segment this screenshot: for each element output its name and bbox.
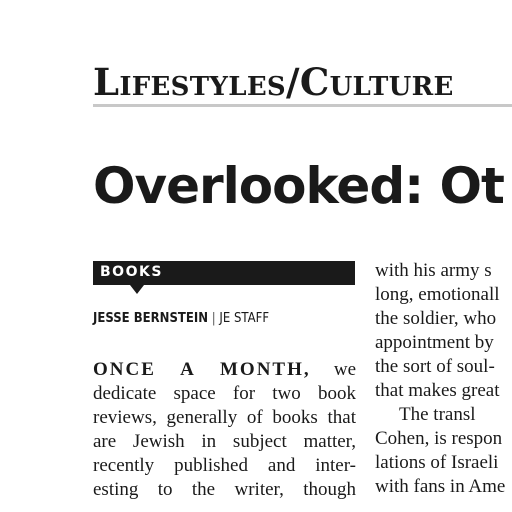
byline-separator: | [211,311,216,326]
body-line: appointment by [375,332,494,353]
body-line: are Jewish in subject matter, [93,431,356,452]
body-line: long, emotionall [375,284,500,305]
tag-pointer-icon [130,285,144,294]
body-line: that makes great [375,380,500,401]
article-body-right-column [375,259,512,499]
category-tag-label: BOOKS [100,264,163,280]
body-line: with his army s [375,260,492,281]
body-line: reviews, generally of books that [93,407,356,428]
body-line: dedicate space for two book [93,383,356,404]
body-line: lations of Israeli [375,452,499,473]
section-rule [93,104,512,107]
body-line: with fans in Ame [375,476,506,497]
article-headline: Overlooked: Ot [93,157,504,215]
body-line: Cohen, is respon [375,428,503,449]
body-line: the soldier, who [375,308,497,329]
body-line [93,358,356,382]
body-line: esting to the writer, though [93,479,356,500]
body-line: the sort of soul- [375,356,495,377]
category-tag [93,261,355,285]
lead-in: ONCE A MONTH, [93,359,311,380]
byline-author: JESSE BERNSTEIN [93,311,209,326]
byline-outlet: JE STAFF [219,311,270,326]
body-line: The transl [399,404,476,425]
lead-tail: we [333,359,357,380]
byline [93,311,269,326]
body-line: recently published and inter- [93,455,356,476]
article-body-left-column [93,358,356,502]
section-heading: Lifestyles/Culture [93,60,454,104]
